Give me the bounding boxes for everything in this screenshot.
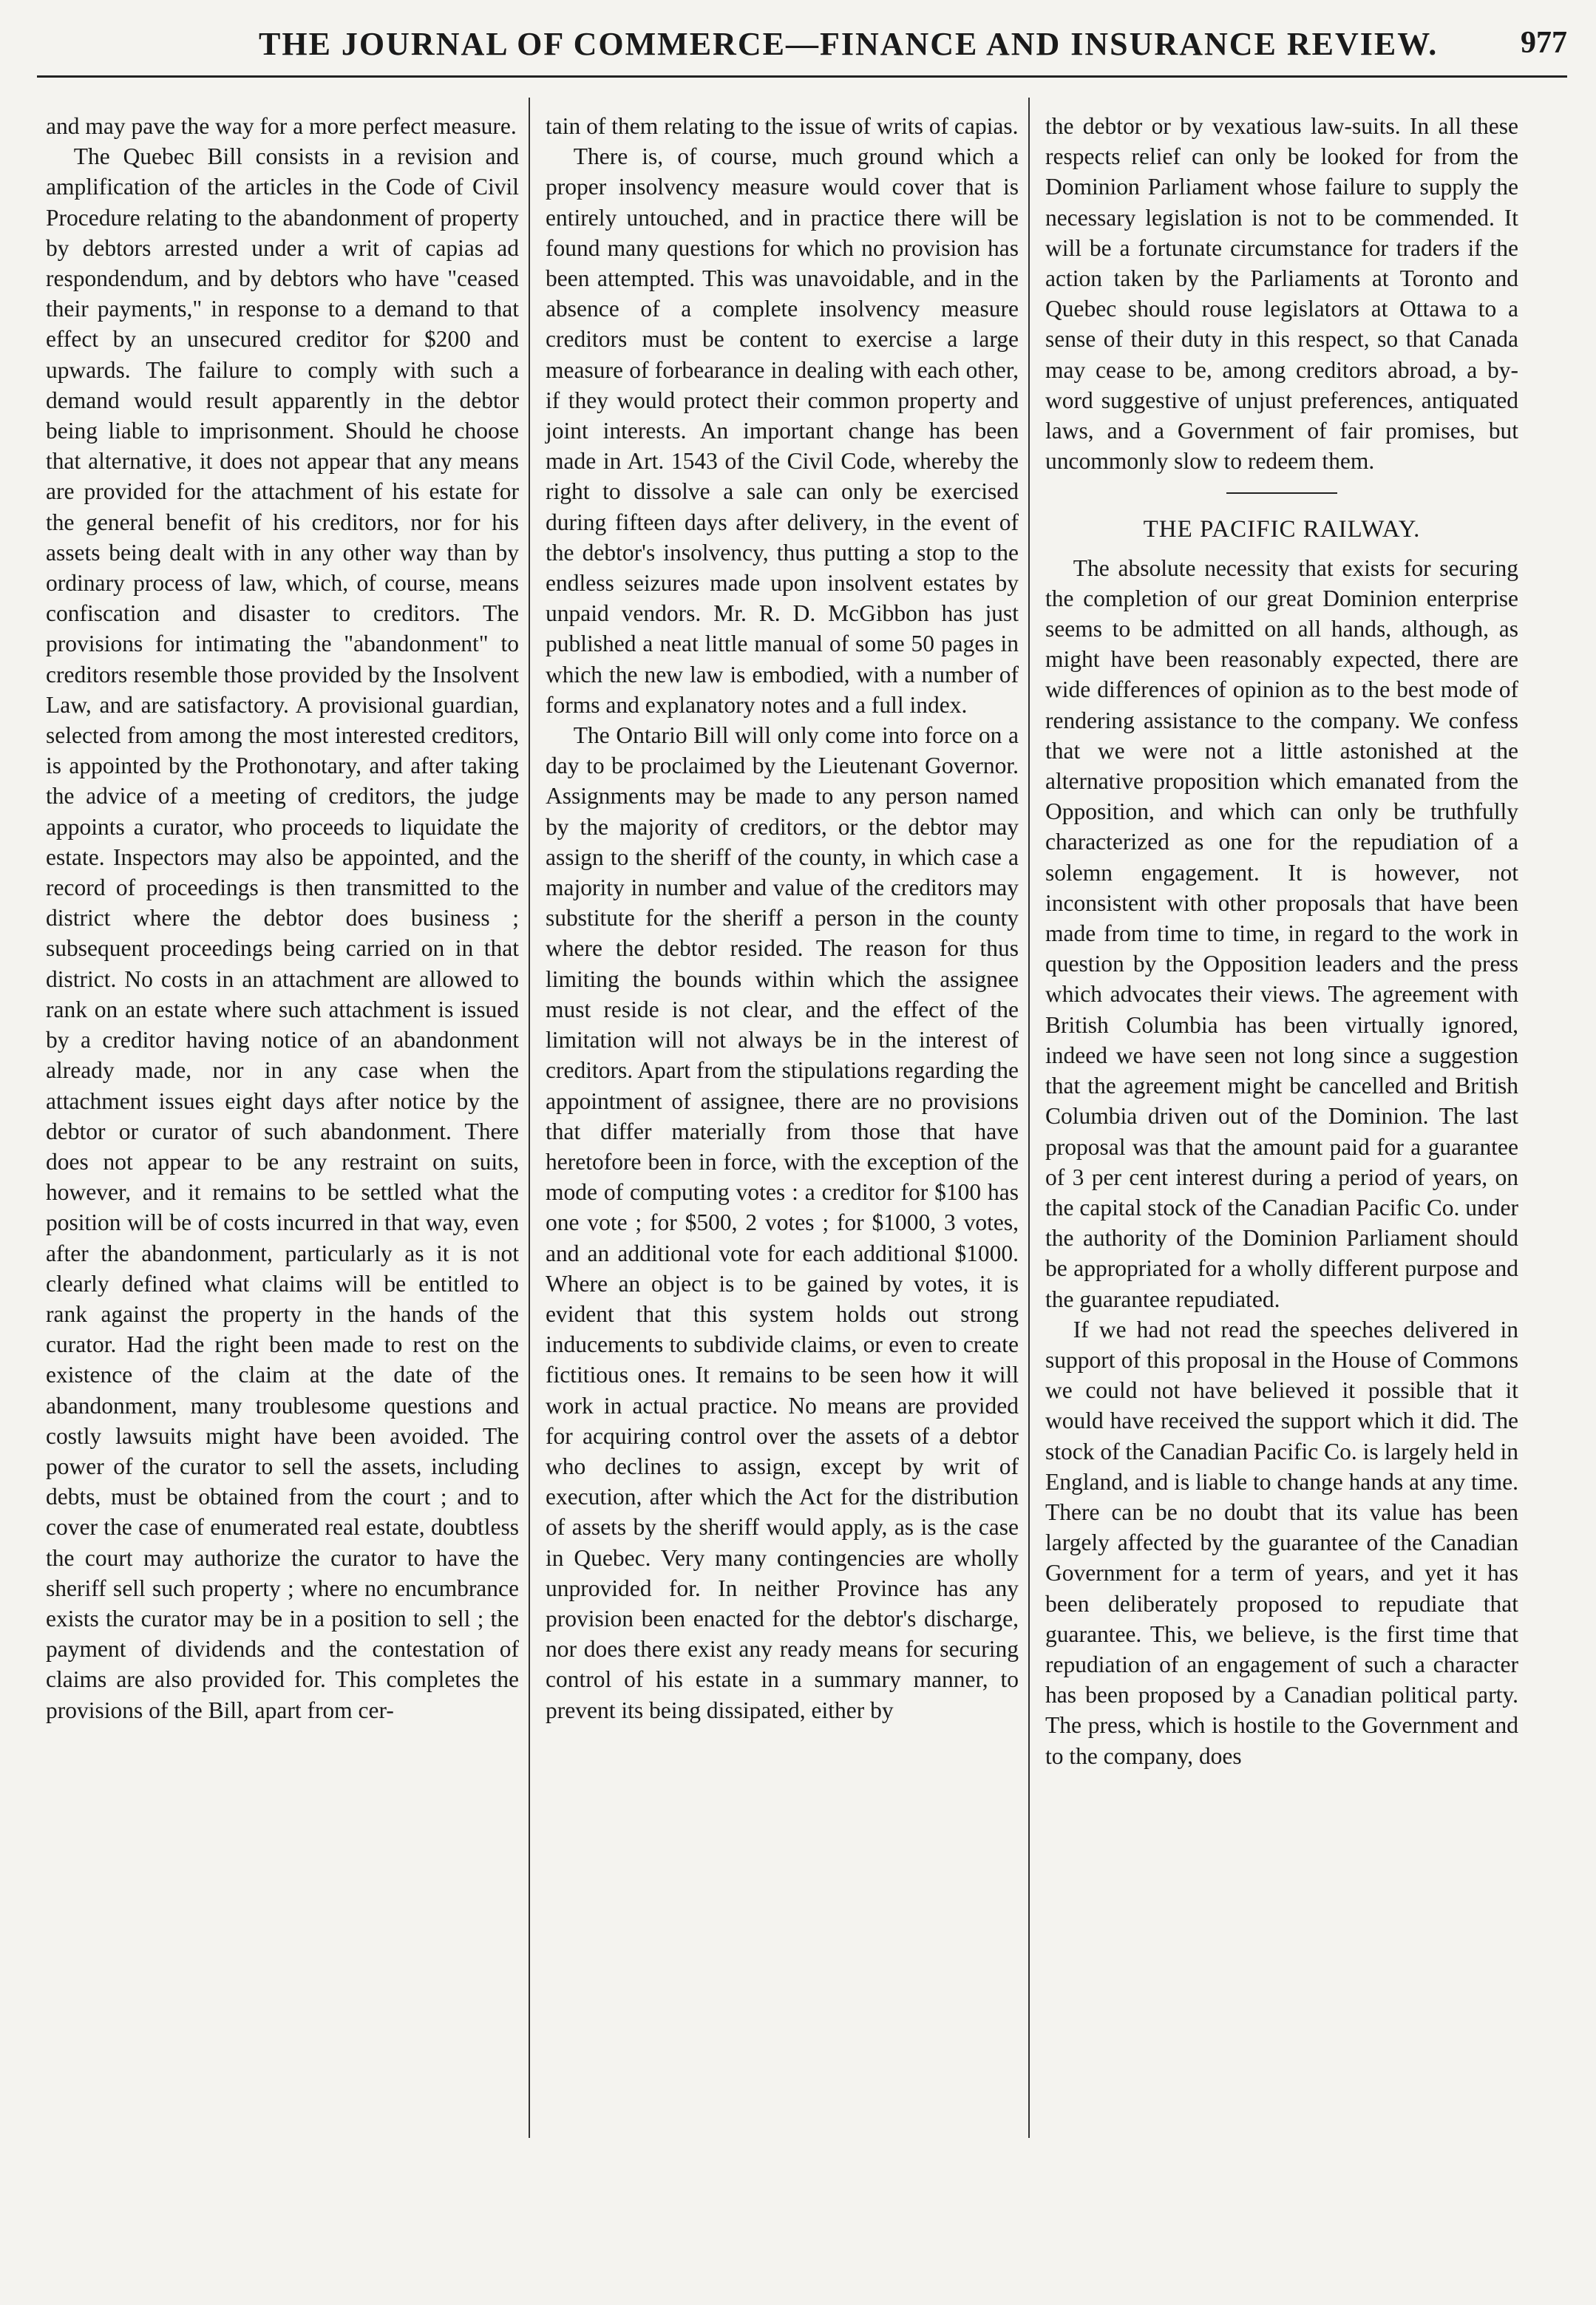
paragraph: The Ontario Bill will only come into force on a day to be proclaimed by the Lieutenant Governor. Assignments may be made to any person named by the majority of creditors, or the debtor may assign to the sheriff of the county, in which case a majority in number and value of the creditors may substitute for the sheriff a person in the county where the debtor resided. The reason for thus limiting the bounds within which the assignee must reside is not clear, and the effect of the limitation will not always be in the interest of creditors. Apart from the stipulations regarding the appointment of assignee, there are no provisions that differ materially from those that have heretofore been in force, with the exception of the mode of computing votes : a creditor for $100 has one vote ; for $500, 2 votes ; for $1000, 3 votes, and an additional vote for each additional $1000. Where an object is to be gained by votes, it is evident that this system holds out strong inducements to subdivide claims, or even to create fictitious ones. It remains to be seen how it will work in actual practice. No means are provided for acquiring control over the assets of a debtor who declines to assign, except by writ of execution, after which the Act for the distribution of assets by the sheriff would apply, as is the case in Quebec. Very many contingencies are wholly unprovided for. In neither Province has any provision been enacted for the debtor's discharge, nor does there exist any ready means for securing control of his estate in a summary manner, to prevent its being dissipated, either by: [546, 722, 1019, 1723]
paragraph: There is, of course, much ground which a proper insolvency measure would cover that is entirely untouched, and in practice there will be found many questions for which no provision has been attempted. This was unavoidable, and in the absence of a complete insolvency measure creditors must be content to exercise a large measure of forbearance in dealing with each other, if they would protect their common property and joint interests. An important change has been made in Art. 1543 of the Civil Code, whereby the right to dissolve a sale can only be exercised during fifteen days after delivery, in the event of the debtor's insolvency, thus putting a stop to the endless seizures made upon insolvent estates by unpaid vendors. Mr. R. D. McGibbon has just published a neat little manual of some 50 pages in which the new law is embodied, with a number of forms and explanatory notes and a full index.: [546, 143, 1019, 718]
column-3: [1045, 111, 1518, 1771]
paragraph: If we had not read the speeches delivered in support of this proposal in the House of Commons we could not have believed it possible that it would have received the support which it did. The stock of the Canadian Pacific Co. is largely held in England, and is liable to change hands at any time. There can be no doubt that its value has been largely affected by the guarantee of the Canadian Government for a term of years, and yet it has been deliberately proposed to repudiate that guarantee. This, we believe, is the first time that repudiation of an engagement of such a character has been proposed by a Canadian political party. The press, which is hostile to the Government and to the company, does: [1045, 1316, 1518, 1769]
column-1: [46, 111, 519, 1725]
column-divider: [1028, 98, 1030, 2138]
section-title: THE PACIFIC RAILWAY.: [1143, 516, 1421, 543]
paragraph: The Quebec Bill consists in a revision and amplification of the articles in the Code of Civil Procedure relating to the abandonment of property by debtors arrested under a writ of capias ad respondendum, and by debtors who have "ceased their payments," in response to a demand to that effect by an unsecured creditor for $200 and upwards. The failure to comply with such a demand would result apparently in the debtor being liable to imprisonment. Should he choose that alternative, it does not appear that any means are provided for the attachment of his estate for the general benefit of his creditors, nor for his assets being dealt with in any other way than by ordinary process of law, which, of course, means confiscation and disaster to creditors. The provisions for intimating the "abandonment" to creditors resemble those provided by the Insolvent Law, and are satisfactory. A provisional guardian, selected from among the most interested creditors, is appointed by the Prothonotary, and after taking the advice of a meeting of creditors, the judge appoints a curator, who proceeds to liquidate the estate. Inspectors may also be appointed, and the record of proceedings is then transmitted to the district where the debtor does business ; subsequent proceedings being carried on in that district. No costs in an attachment are allowed to rank on an estate where such attachment is issued by a creditor having notice of an abandonment already made, nor in any case when the attachment issues eight days after notice by the debtor or curator of such abandonment. There does not appear to be any restraint on suits, however, and it remains to be settled what the position will be of costs incurred in that way, even after the abandonment, particularly as it is not clearly defined what claims will be entitled to rank against the property in the hands of the curator. Had the right been made to rest on the existence of the claim at the date of the abandonment, many troublesome questions and costly lawsuits might have been avoided. The power of the curator to sell the assets, including debts, must be obtained from the court ; and to cover the case of enumerated real estate, doubtless the court may authorize the curator to have the sheriff sell such property ; where no encumbrance exists the curator may be in a position to sell ; the payment of dividends and the contestation of claims are also provided for. This completes the provisions of the Bill, apart from cer-: [46, 143, 519, 1723]
page-header: [37, 22, 1567, 78]
column-divider: [529, 98, 530, 2138]
journal-title: THE JOURNAL OF COMMERCE—FINANCE AND INSURANCE REVIEW.: [259, 26, 1439, 62]
column-2: [546, 111, 1019, 1725]
section-divider: [1226, 492, 1337, 494]
paragraph: the debtor or by vexatious law-suits. In all these respects relief can only be looked for from the Dominion Parliament whose failure to supply the necessary legislation is not to be commended. It will be a fortunate circumstance for traders if the action taken by the Parliaments at Toronto and Quebec should rouse legislators at Ottawa to a sense of their duty in this respect, so that Canada may cease to be, among creditors abroad, a by-word suggestive of unjust preferences, antiquated laws, and a Government of fair promises, but uncommonly slow to redeem them.: [1045, 113, 1518, 475]
paragraph: tain of them relating to the issue of writs of capias.: [546, 113, 1019, 139]
paragraph: and may pave the way for a more perfect measure.: [46, 113, 517, 139]
page-number: 977: [1521, 26, 1567, 60]
paragraph: The absolute necessity that exists for securing the completion of our great Dominion enterprise seems to be admitted on all hands, although, as might have been reasonably expected, there are wide differences of opinion as to the best mode of rendering assistance to the company. We confess that we were not a little astonished at the alternative proposition which emanated from the Opposition, and which can only be truthfully characterized as one for the repudiation of a solemn engagement. It is however, not inconsistent with other proposals that have been made from time to time, in regard to the work in question by the Opposition leaders and the press which advocates their views. The agreement with British Columbia has been virtually ignored, indeed we have seen not long since a suggestion that the agreement might be cancelled and British Columbia driven out of the Dominion. The last proposal was that the amount paid for a guarantee of 3 per cent interest during a period of years, on the capital stock of the Canadian Pacific Co. under the authority of the Dominion Parliament should be appropriated for a wholly different purpose and the guarantee repudiated.: [1045, 554, 1518, 1312]
